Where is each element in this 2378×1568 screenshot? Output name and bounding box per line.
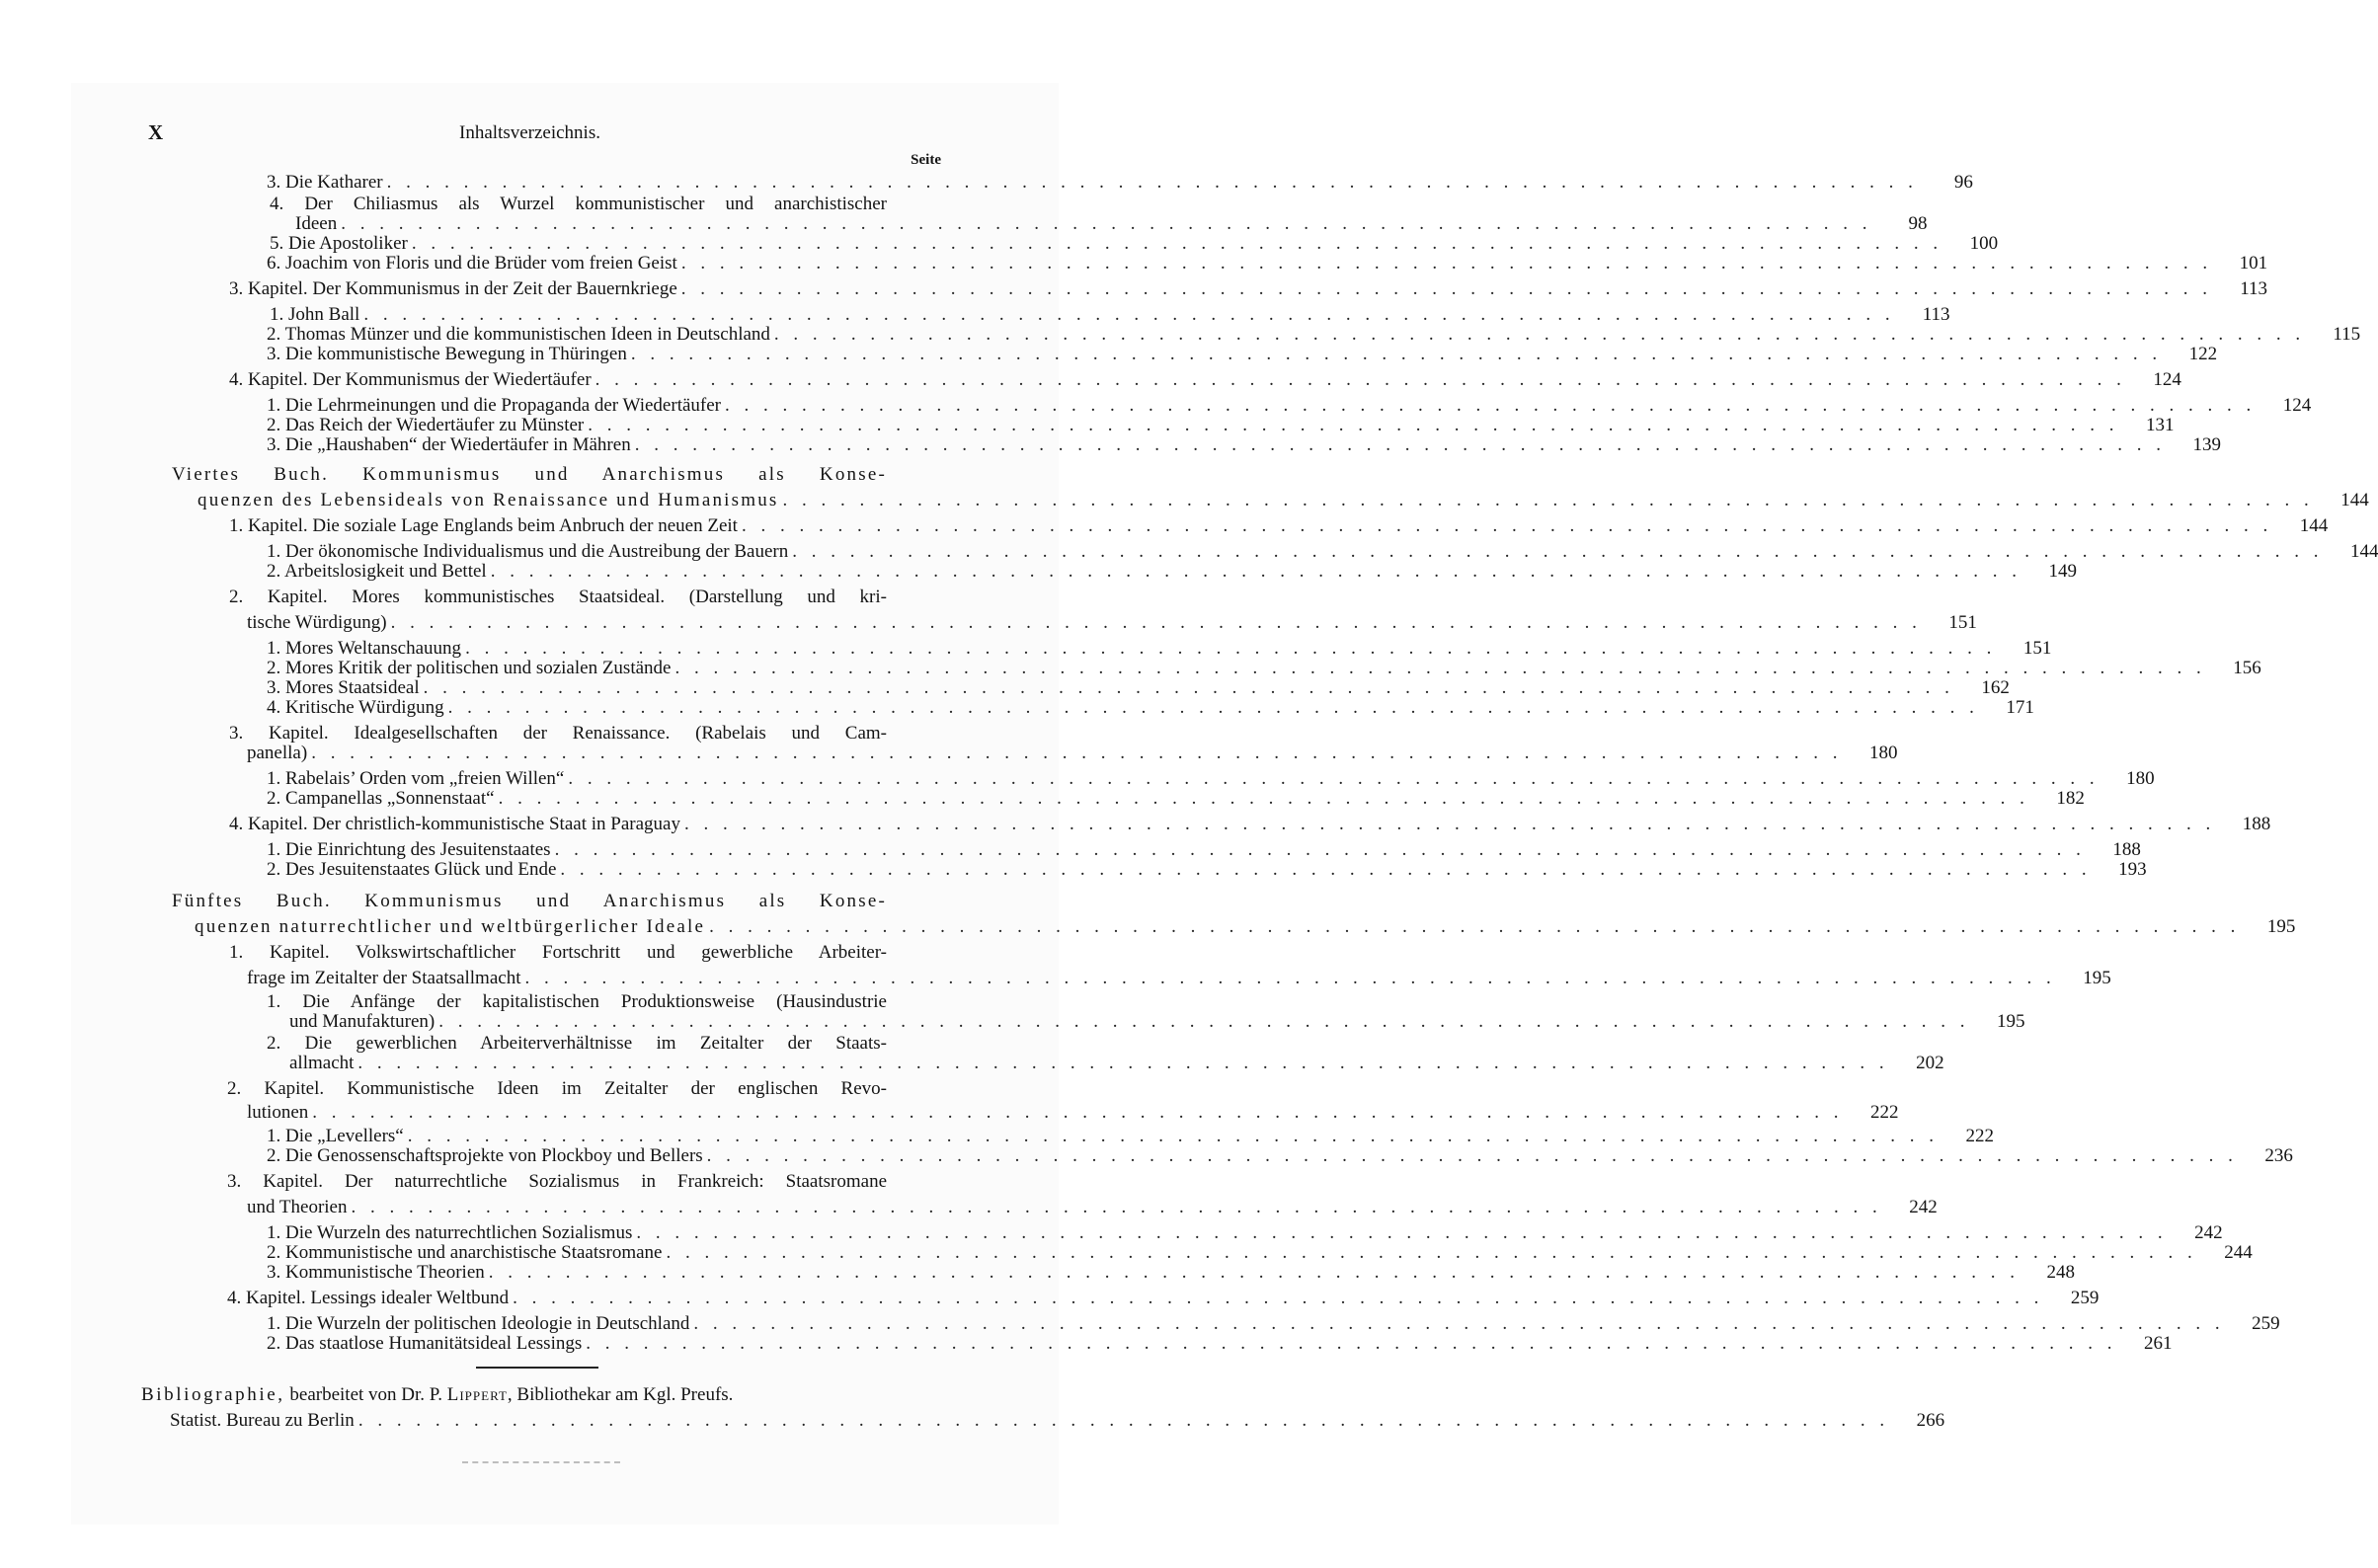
toc-entry-page: 259	[2252, 1313, 2280, 1334]
dot-leader: . . . . . . . . . . . . . . . . . . . . . . . . . . . . . . . . . . . . . . . . . . . . . . . . . . . . . . . . . . . . . . . . . . . . . . . . . . . . . . . .	[634, 434, 2166, 455]
toc-entry-page: 242	[1909, 1197, 1938, 1217]
toc-entry	[247, 612, 1977, 633]
bibliography-line-2	[170, 1410, 1945, 1431]
toc-entry	[267, 859, 2147, 880]
dot-leader: . . . . . . . . . . . . . . . . . . . . . . . . . . . . . . . . . . . . . . . . . . . . . . . . . . . . . . . . . . . . . . . . . . . . . . . . . . . . . . . .	[386, 172, 1918, 193]
toc-entry-title: lutionen	[247, 1102, 309, 1123]
toc-entry-title: 4. Kapitel. Der Kommunismus der Wiedertäufer	[229, 369, 592, 390]
scan-artifact-line	[462, 1461, 620, 1463]
dot-leader: . . . . . . . . . . . . . . . . . . . . . . . . . . . . . . . . . . . . . . . . . . . . . . . . . . . . . . . . . . . . . . . . . . . . . . . . . . . . . . . .	[490, 561, 2021, 582]
dot-leader: . . . . . . . . . . . . . . . . . . . . . . . . . . . . . . . . . . . . . . . . . . . . . . . . . . . . . . . . . . . . . . . . . . . . . . . . . . . . . . . .	[709, 916, 2241, 937]
toc-entry-title: 2. Kommunistische und anarchistische Staatsromane	[267, 1242, 663, 1263]
toc-entry	[267, 344, 2218, 364]
toc-entry	[172, 891, 887, 911]
toc-entry-title: Ideen	[295, 213, 338, 234]
toc-entry	[247, 743, 1898, 763]
toc-entry-page: 202	[1916, 1053, 1944, 1073]
dot-leader: . . . . . . . . . . . . . . . . . . . . . . . . . . . . . . . . . . . . . . . . . . . . . . . . . . . . . . . . . . . . . . . . . . . . . . . . . . . . . . . .	[773, 324, 2306, 345]
toc-entry-title: 3. Kapitel. Idealgesellschaften der Renaissance. (Rabelais und Cam-	[229, 723, 887, 744]
toc-entry-title: 3. Die Katharer	[267, 172, 383, 193]
toc-entry	[267, 253, 2268, 274]
dot-leader: . . . . . . . . . . . . . . . . . . . . . . . . . . . . . . . . . . . . . . . . . . . . . . . . . . . . . . . . . . . . . . . . . . . . . . . . . . . . . . . .	[792, 541, 2324, 562]
toc-entry-title: 4. Kapitel. Der christlich-kommunistische Staat in Paraguay	[229, 814, 680, 834]
toc-entry	[247, 1102, 1899, 1123]
toc-entry-title: und Theorien	[247, 1197, 348, 1217]
dot-leader: . . . . . . . . . . . . . . . . . . . . . . . . . . . . . . . . . . . . . . . . . . . . . . . . . . . . . . . . . . . . . . . . . . . . . . . . . . . . . . . .	[423, 677, 1954, 698]
toc-entry-page: 195	[1996, 1011, 2025, 1032]
page-header	[0, 120, 1176, 150]
toc-entry-page: 149	[2048, 561, 2077, 582]
toc-entry-title: 1. Die Lehrmeinungen und die Propaganda der Wiedertäufer	[267, 395, 721, 416]
toc-entry-title: 6. Joachim von Floris und die Brüder vom freien Geist	[267, 253, 677, 274]
toc-entry-title: 2. Die gewerblichen Arbeiterverhältnisse im Zeitalter der Staats-	[267, 1033, 887, 1054]
toc-entry-title: 4. Kritische Würdigung	[267, 697, 444, 718]
toc-entry-page: 96	[1953, 172, 1973, 193]
toc-entry-title: 2. Mores Kritik der politischen und sozialen Zustände	[267, 658, 672, 678]
toc-entry-title: und Manufakturen)	[289, 1011, 436, 1032]
toc-entry	[172, 464, 887, 485]
toc-entry	[195, 916, 2296, 937]
toc-entry-page: 261	[2144, 1333, 2173, 1354]
toc-entry-title: 1. Kapitel. Volkswirtschaftlicher Fortschritt und gewerbliche Arbeiter-	[229, 942, 887, 963]
toc-entry-title: 1. Die Wurzeln des naturrechtlichen Sozialismus	[267, 1222, 633, 1243]
toc-entry-page: 115	[2333, 324, 2361, 345]
toc-entry-title: 3. Die „Haushaben“ der Wiedertäufer in Mähren	[267, 434, 631, 455]
toc-entry	[270, 233, 1999, 254]
toc-entry-title: 2. Arbeitslosigkeit und Bettel	[267, 561, 487, 582]
toc-entry	[267, 1313, 2280, 1334]
dot-leader: . . . . . . . . . . . . . . . . . . . . . . . . . . . . . . . . . . . . . . . . . . . . . . . . . . . . . . . . . . . . . . . . . . . . . . . . . . . . . . . .	[513, 1288, 2044, 1308]
dot-leader: . . . . . . . . . . . . . . . . . . . . . . . . . . . . . . . . . . . . . . . . . . . . . . . . . . . . . . . . . . . . . . . . . . . . . . . . . . . . . . . .	[782, 490, 2314, 510]
dot-leader: . . . . . . . . . . . . . . . . . . . . . . . . . . . . . . . . . . . . . . . . . . . . . . . . . . . . . . . . . . . . . . . . . . . . . . . . . . . . . . . .	[438, 1011, 1970, 1032]
toc-entry-title: 2. Das Reich der Wiedertäufer zu Münster	[267, 415, 585, 435]
dot-leader: . . . . . . . . . . . . . . . . . . . . . . . . . . . . . . . . . . . . . . . . . . . . . . . . . . . . . . . . . . . . . . . . . . . . . . . . . . . . . . . .	[666, 1242, 2197, 1263]
dot-leader: . . . . . . . . . . . . . . . . . . . . . . . . . . . . . . . . . . . . . . . . . . . . . . . . . . . . . . . . . . . . . . . . . . . . . . . . . . . . . . . .	[447, 697, 1979, 718]
page-column-label: Seite	[911, 152, 941, 168]
dot-leader: . . . . . . . . . . . . . . . . . . . . . . . . . . . . . . . . . . . . . . . . . . . . . . . . . . . . . . . . . . . . . . . . . . . . . . . . . . . . . . . .	[357, 1053, 1889, 1073]
toc-entry-page: 156	[2233, 658, 2261, 678]
toc-entry-page: 259	[2070, 1288, 2100, 1308]
toc-entry	[267, 561, 2077, 582]
toc-entry-page: 139	[2192, 434, 2221, 455]
toc-entry	[229, 369, 2181, 390]
toc-entry-page: 122	[2188, 344, 2218, 364]
toc-entry	[229, 723, 887, 744]
toc-entry-title: Viertes Buch. Kommunismus und Anarchismus als Konse-	[172, 464, 887, 485]
toc-entry	[229, 814, 2271, 834]
toc-entry-title: 5. Die Apostoliker	[270, 233, 408, 254]
dot-leader: . . . . . . . . . . . . . . . . . . . . . . . . . . . . . . . . . . . . . . . . . . . . . . . . . . . . . . . . . . . . . . . . . . . . . . . . . . . . . . . .	[630, 344, 2163, 364]
dot-leader: . . . . . . . . . . . . . . . . . . . . . . . . . . . . . . . . . . . . . . . . . . . . . . . . . . . . . . . . . . . . . . . . . . . . . . . . . . . . . . . .	[706, 1145, 2238, 1166]
toc-entry-page: 113	[1922, 304, 1950, 325]
toc-entry	[229, 278, 2268, 299]
dot-leader: . . . . . . . . . . . . . . . . . . . . . . . . . . . . . . . . . . . . . . . . . . . . . . . . . . . . . . . . . . . . . . . . . . . . . . . . . . . . . . . .	[683, 814, 2216, 834]
bibliography-text-after: , Bibliothekar am Kgl. Preufs.	[507, 1384, 734, 1405]
toc-entry-page: 188	[2242, 814, 2271, 834]
toc-entry	[229, 942, 887, 963]
toc-entry-title: 2. Des Jesuitenstaates Glück und Ende	[267, 859, 557, 880]
dot-leader: . . . . . . . . . . . . . . . . . . . . . . . . . . . . . . . . . . . . . . . . . . . . . . . . . . . . . . . . . . . . . . . . . . . . . . . . . . . . . . . .	[311, 743, 1843, 763]
toc-entry-title: allmacht	[289, 1053, 355, 1073]
toc-entry	[267, 991, 887, 1012]
toc-entry-page: 180	[1868, 743, 1898, 763]
toc-entry-title: 1. Die „Levellers“	[267, 1126, 404, 1146]
dot-leader: . . . . . . . . . . . . . . . . . . . . . . . . . . . . . . . . . . . . . . . . . . . . . . . . . . . . . . . . . . . . . . . . . . . . . . . . . . . . . . . .	[680, 253, 2213, 274]
dot-leader: . . . . . . . . . . . . . . . . . . . . . . . . . . . . . . . . . . . . . . . . . . . . . . . . . . . . . . . . . . . . . . . . . . . . . . . . . . . . . . . .	[488, 1262, 2021, 1283]
toc-entry-title: 2. Die Genossenschaftsprojekte von Plockboy und Bellers	[267, 1145, 703, 1166]
toc-entry-title: 1. Die Wurzeln der politischen Ideologie in Deutschland	[267, 1313, 690, 1334]
toc-entry	[270, 194, 887, 214]
bibliography-author: Lippert	[446, 1384, 508, 1405]
toc-entry	[267, 768, 2155, 789]
toc-entry-page: 151	[2022, 638, 2052, 659]
toc-entry-page: 188	[2112, 839, 2141, 860]
bibliography-title: Bibliographie,	[141, 1384, 285, 1405]
toc-entry	[267, 415, 2175, 435]
dot-leader: . . . . . . . . . . . . . . . . . . . . . . . . . . . . . . . . . . . . . . . . . . . . . . . . . . . . . . . . . . . . . . . . . . . . . . . . . . . . . . . .	[680, 278, 2213, 299]
toc-entry	[267, 839, 2141, 860]
toc-entry-title: 4. Der Chiliasmus als Wurzel kommunistischer und anarchistischer	[270, 194, 887, 214]
toc-entry	[270, 304, 1950, 325]
toc-entry	[267, 1033, 887, 1054]
toc-entry-page: 144	[2349, 541, 2378, 562]
dot-leader: . . . . . . . . . . . . . . . . . . . . . . . . . . . . . . . . . . . . . . . . . . . . . . . . . . . . . . . . . . . . . . . . . . . . . . . . . . . . . . . .	[390, 612, 1922, 633]
toc-entry	[267, 677, 2010, 698]
toc-entry	[267, 1145, 2293, 1166]
dot-leader: . . . . . . . . . . . . . . . . . . . . . . . . . . . . . . . . . . . . . . . . . . . . . . . . . . . . . . . . . . . . . . . . . . . . . . . . . . . . . . . .	[568, 768, 2100, 789]
dot-leader: . . . . . . . . . . . . . . . . . . . . . . . . . . . . . . . . . . . . . . . . . . . . . . . . . . . . . . . . . . . . . . . . . . . . . . . . . . . . . . . .	[351, 1197, 1882, 1217]
toc-entry-page: 222	[1870, 1102, 1899, 1123]
toc-entry	[198, 490, 2369, 510]
toc-entry-title: 1. Rabelais’ Orden vom „freien Willen“	[267, 768, 565, 789]
toc-entry-page: 182	[2056, 788, 2085, 809]
toc-entry-page: 98	[1908, 213, 1928, 234]
toc-entry-title: 1. John Ball	[270, 304, 360, 325]
toc-entry-title: 3. Kapitel. Der naturrechtliche Sozialismus in Frankreich: Staatsromane	[227, 1171, 887, 1192]
toc-entry-title: 3. Mores Staatsideal	[267, 677, 420, 698]
toc-entry	[267, 1126, 1994, 1146]
toc-entry	[267, 541, 2378, 562]
toc-entry	[267, 1262, 2076, 1283]
toc-entry	[267, 1333, 2173, 1354]
dot-leader: . . . . . . . . . . . . . . . . . . . . . . . . . . . . . . . . . . . . . . . . . . . . . . . . . . . . . . . . . . . . . . . . . . . . . . . . . . . . . . . .	[594, 369, 2126, 390]
dot-leader: . . . . . . . . . . . . . . . . . . . . . . . . . . . . . . . . . . . . . . . . . . . . . . . . . . . . . . . . . . . . . . . . . . . . . . . . . . . . . . . .	[312, 1102, 1844, 1123]
toc-entry-title: 2. Kapitel. Mores kommunistisches Staatsideal. (Darstellung und kri-	[229, 587, 887, 607]
toc-entry-page: 171	[2006, 697, 2034, 718]
bibliography-line-1	[141, 1384, 885, 1405]
toc-entry-title: 2. Kapitel. Kommunistische Ideen im Zeitalter der englischen Revo-	[227, 1078, 887, 1099]
dot-leader: . . . . . . . . . . . . . . . . . . . . . . . . . . . . . . . . . . . . . . . . . . . . . . . . . . . . . . . . . . . . . . . . . . . . . . . . . . . . . . . .	[524, 968, 2056, 988]
toc-entry-title: 1. Die Einrichtung des Jesuitenstaates	[267, 839, 551, 860]
dot-leader: . . . . . . . . . . . . . . . . . . . . . . . . . . . . . . . . . . . . . . . . . . . . . . . . . . . . . . . . . . . . . . . . . . . . . . . . . . . . . . . .	[407, 1126, 1939, 1146]
toc-entry	[229, 587, 887, 607]
page-number-roman: X	[148, 120, 164, 144]
toc-entry	[229, 515, 2329, 536]
toc-entry	[227, 1078, 887, 1099]
dot-leader: . . . . . . . . . . . . . . . . . . . . . . . . . . . . . . . . . . . . . . . . . . . . . . . . . . . . . . . . . . . . . . . . . . . . . . . . . . . . . . . .	[725, 395, 2257, 416]
toc-entry-page: 248	[2046, 1262, 2076, 1283]
toc-entry	[267, 395, 2312, 416]
toc-entry-page: 151	[1948, 612, 1977, 633]
dot-leader: . . . . . . . . . . . . . . . . . . . . . . . . . . . . . . . . . . . . . . . . . . . . . . . . . . . . . . . . . . . . . . . . . . . . . . . . . . . . . . . .	[363, 304, 1895, 325]
dot-leader: . . . . . . . . . . . . . . . . . . . . . . . . . . . . . . . . . . . . . . . . . . . . . . . . . . . . . . . . . . . . . . . . . . . . . . . . . . . . . . . .	[636, 1222, 2168, 1243]
dot-leader: . . . . . . . . . . . . . . . . . . . . . . . . . . . . . . . . . . . . . . . . . . . . . . . . . . . . . . . . . . . . . . . . . . . . . . . . . . . . . . . .	[341, 213, 1872, 234]
bibliography-text	[285, 1384, 885, 1405]
toc-entry-title: 1. Kapitel. Die soziale Lage Englands beim Anbruch der neuen Zeit	[229, 515, 738, 536]
toc-entry-page: 162	[1981, 677, 2010, 698]
toc-entry	[267, 434, 2221, 455]
toc-entry-title: 3. Kommunistische Theorien	[267, 1262, 485, 1283]
toc-entry-page: 222	[1965, 1126, 1994, 1146]
toc-entry-title: quenzen naturrechtlicher und weltbürgerlicher Ideale	[195, 916, 706, 937]
toc-entry-page: 131	[2146, 415, 2175, 435]
dot-leader: . . . . . . . . . . . . . . . . . . . . . . . . . . . . . . . . . . . . . . . . . . . . . . . . . . . . . . . . . . . . . . . . . . . . . . . . . . . . . . . .	[586, 1333, 2117, 1354]
dot-leader: . . . . . . . . . . . . . . . . . . . . . . . . . . . . . . . . . . . . . . . . . . . . . . . . . . . . . . . . . . . . . . . . . . . . . . . . . . . . . . . .	[465, 638, 1997, 659]
dot-leader: . . . . . . . . . . . . . . . . . . . . . . . . . . . . . . . . . . . . . . . . . . . . . . . . . . . . . . . . . . . . . . . . . . . . . . . . . . . . . . . .	[411, 233, 1943, 254]
dot-leader: . . . . . . . . . . . . . . . . . . . . . . . . . . . . . . . . . . . . . . . . . . . . . . . . . . . . . . . . . . . . . . . . . . . . . . . . . . . . . . . .	[674, 658, 2206, 678]
toc-entry	[227, 1171, 887, 1192]
toc-entry-title: frage im Zeitalter der Staatsallmacht	[247, 968, 521, 988]
toc-entry	[295, 213, 1928, 234]
toc-entry-page: 242	[2194, 1222, 2223, 1243]
dot-leader: . . . . . . . . . . . . . . . . . . . . . . . . . . . . . . . . . . . . . . . . . . . . . . . . . . . . . . . . . . . . . . . . . . . . . . . . . . . . . . . .	[588, 415, 2119, 435]
toc-entry-title: 1. Die Anfänge der kapitalistischen Produktionsweise (Hausindustrie	[267, 991, 887, 1012]
toc-entry	[227, 1288, 2100, 1308]
toc-entry-title: 2. Campanellas „Sonnenstaat“	[267, 788, 495, 809]
toc-entry-title: 1. Mores Weltanschauung	[267, 638, 462, 659]
dot-leader: . . . . . . . . . . . . . . . . . . . . . . . . . . . . . . . . . . . . . . . . . . . . . . . . . . . . . . . . . . . . . . . . . . . . . . . . . . . . . . . .	[357, 1410, 1890, 1431]
bibliography-line-2-text: Statist. Bureau zu Berlin	[170, 1410, 355, 1431]
toc-entry	[289, 1011, 2025, 1032]
toc-entry-title: quenzen des Lebensideals von Renaissance und Humanismus	[198, 490, 779, 510]
toc-entry	[247, 1197, 1938, 1217]
dot-leader: . . . . . . . . . . . . . . . . . . . . . . . . . . . . . . . . . . . . . . . . . . . . . . . . . . . . . . . . . . . . . . . . . . . . . . . . . . . . . . . .	[554, 839, 2086, 860]
dot-leader: . . . . . . . . . . . . . . . . . . . . . . . . . . . . . . . . . . . . . . . . . . . . . . . . . . . . . . . . . . . . . . . . . . . . . . . . . . . . . . . .	[560, 859, 2092, 880]
toc-entry-title: 4. Kapitel. Lessings idealer Weltbund	[227, 1288, 510, 1308]
toc-entry-page: 113	[2240, 278, 2268, 299]
toc-entry-page: 195	[2083, 968, 2111, 988]
bibliography-text-before: bearbeitet von Dr. P.	[284, 1384, 447, 1405]
toc-entry	[267, 788, 2085, 809]
toc-entry-title: Fünftes Buch. Kommunismus und Anarchismus als Konse-	[172, 891, 887, 911]
toc-entry-page: 124	[2153, 369, 2181, 390]
toc-entry	[267, 324, 2361, 345]
toc-entry-title: 3. Die kommunistische Bewegung in Thüringen	[267, 344, 627, 364]
toc-entry-page: 144	[2340, 490, 2369, 510]
toc-entry-page: 180	[2126, 768, 2155, 789]
toc-entry-title: 2. Das staatlose Humanitätsideal Lessings	[267, 1333, 583, 1354]
toc-entry	[247, 968, 2111, 988]
dot-leader: . . . . . . . . . . . . . . . . . . . . . . . . . . . . . . . . . . . . . . . . . . . . . . . . . . . . . . . . . . . . . . . . . . . . . . . . . . . . . . . .	[741, 515, 2273, 536]
toc-entry-title: 3. Kapitel. Der Kommunismus in der Zeit der Bauernkriege	[229, 278, 677, 299]
toc-entry	[267, 172, 1973, 193]
toc-entry-page: 195	[2266, 916, 2296, 937]
toc-entry-page: 193	[2118, 859, 2147, 880]
toc-entry	[267, 1242, 2253, 1263]
toc-entry-page: 124	[2282, 395, 2312, 416]
toc-entry	[289, 1053, 1944, 1073]
toc-entry-page: 101	[2239, 253, 2268, 274]
toc-entry-title: tische Würdigung)	[247, 612, 387, 633]
toc-entry	[267, 697, 2034, 718]
toc-entry	[267, 638, 2052, 659]
toc-entry-title: 2. Thomas Münzer und die kommunistischen Ideen in Deutschland	[267, 324, 770, 345]
dot-leader: . . . . . . . . . . . . . . . . . . . . . . . . . . . . . . . . . . . . . . . . . . . . . . . . . . . . . . . . . . . . . . . . . . . . . . . . . . . . . . . .	[498, 788, 2029, 809]
section-divider	[476, 1367, 598, 1369]
dot-leader: . . . . . . . . . . . . . . . . . . . . . . . . . . . . . . . . . . . . . . . . . . . . . . . . . . . . . . . . . . . . . . . . . . . . . . . . . . . . . . . .	[693, 1313, 2225, 1334]
running-title: Inhaltsverzeichnis.	[459, 122, 600, 143]
toc-entry-page: 236	[2264, 1145, 2293, 1166]
toc-entry-page: 144	[2299, 515, 2329, 536]
toc-entry	[267, 658, 2261, 678]
toc-entry	[267, 1222, 2223, 1243]
toc-entry-title: panella)	[247, 743, 308, 763]
toc-entry-title: 1. Der ökonomische Individualismus und die Austreibung der Bauern	[267, 541, 789, 562]
bibliography-page: 266	[1916, 1410, 1945, 1431]
toc-entry-page: 100	[1969, 233, 1999, 254]
toc-entry-page: 244	[2224, 1242, 2253, 1263]
